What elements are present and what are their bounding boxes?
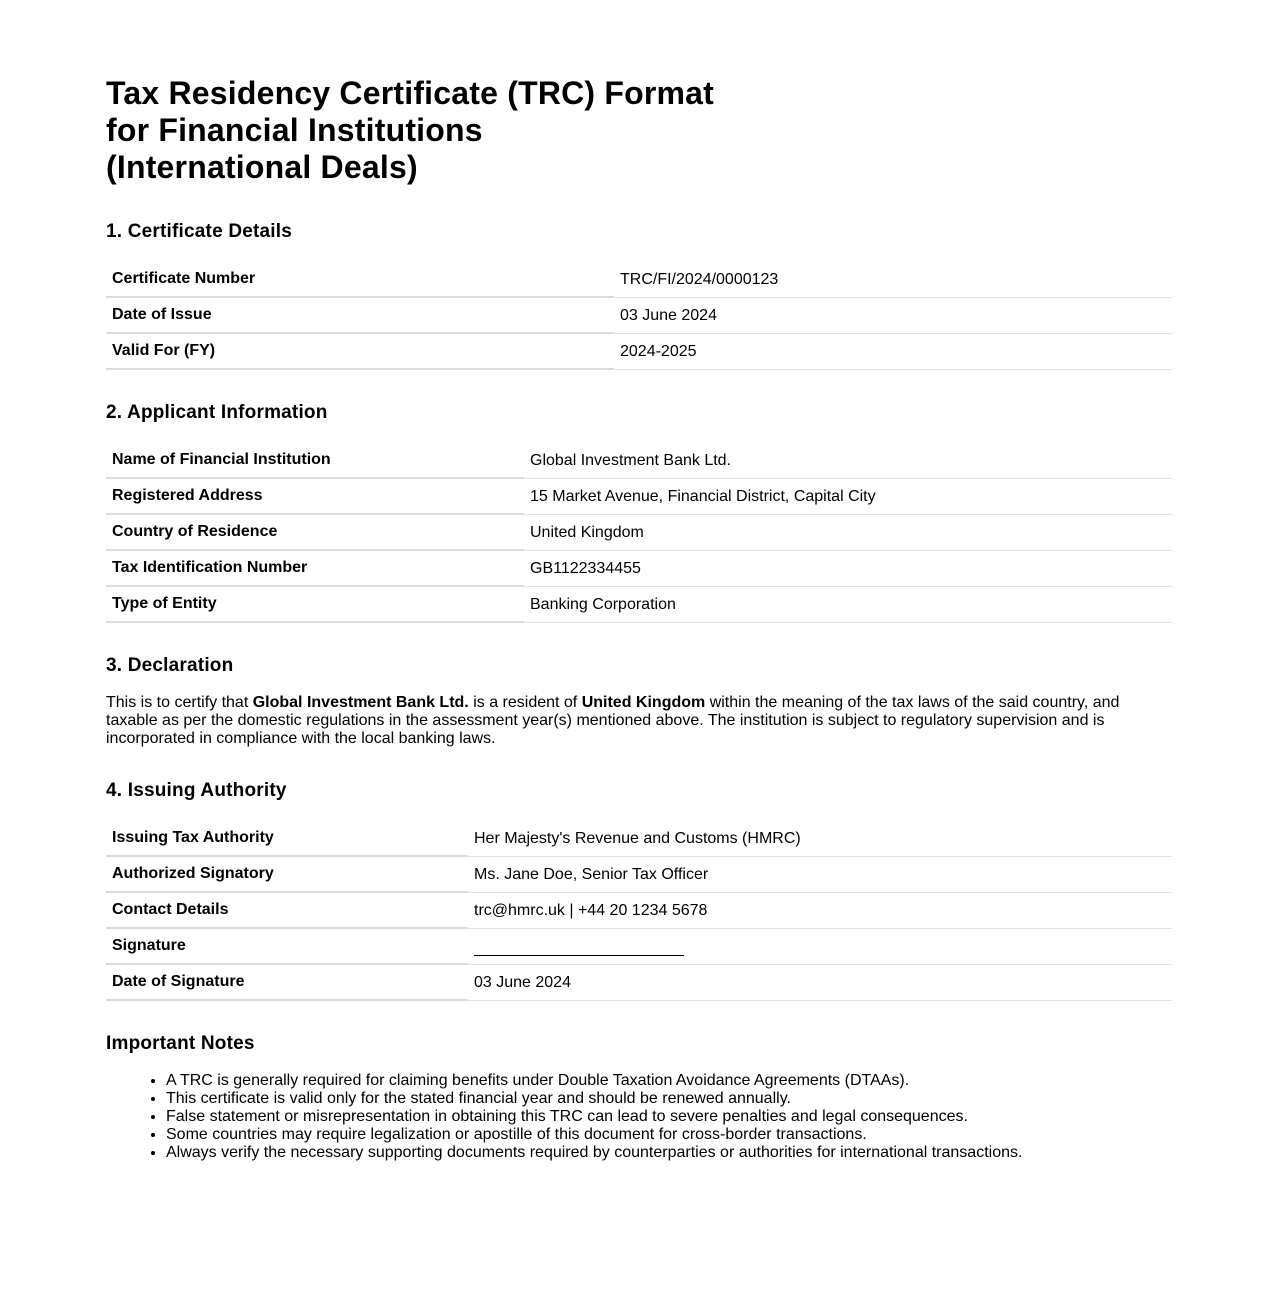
row-value: 15 Market Avenue, Financial District, Capital City [524, 479, 1172, 515]
table-row [106, 857, 1172, 893]
row-label: Issuing Tax Authority [106, 821, 468, 857]
row-value: TRC/FI/2024/0000123 [614, 262, 1172, 298]
row-label: Name of Financial Institution [106, 443, 524, 479]
signature-cell [468, 929, 1172, 965]
row-value: Ms. Jane Doe, Senior Tax Officer [468, 857, 1172, 893]
table-row [106, 443, 1172, 479]
table-row [106, 587, 1172, 623]
applicant-information-table [106, 443, 1172, 623]
list-item: • False statement or misrepresentation in obtaining this TRC can lead to severe penalties and legal consequences. [166, 1108, 1172, 1126]
certificate-details-heading: 1. Certificate Details [106, 221, 293, 242]
table-row [106, 929, 1172, 965]
title-line-2: for Financial Institutions [106, 112, 483, 148]
row-value: 03 June 2024 [614, 298, 1172, 334]
row-label: Contact Details [106, 893, 468, 929]
row-value: GB1122334455 [524, 551, 1172, 587]
row-label: Type of Entity [106, 587, 524, 623]
important-notes-list [106, 1072, 1172, 1162]
document-title [106, 75, 1172, 186]
title-line-3: (International Deals) [106, 149, 418, 185]
row-label: Date of Issue [106, 298, 614, 334]
row-value: Her Majesty's Revenue and Customs (HMRC) [468, 821, 1172, 857]
table-row [106, 334, 1172, 370]
row-value: 2024-2025 [614, 334, 1172, 370]
title-line-1: Tax Residency Certificate (TRC) Format [106, 75, 715, 111]
table-row [106, 893, 1172, 929]
row-label: Tax Identification Number [106, 551, 524, 587]
declaration-text [106, 694, 1172, 748]
row-value: Banking Corporation [524, 587, 1172, 623]
row-label: Registered Address [106, 479, 524, 515]
row-label: Certificate Number [106, 262, 614, 298]
table-row [106, 262, 1172, 298]
important-notes-heading: Important Notes [106, 1033, 255, 1054]
list-item: • Some countries may require legalization or apostille of this document for cross-border transactions. [166, 1126, 1172, 1144]
certificate-details-table [106, 262, 1172, 370]
declaration-part-1: This is to certify that [106, 694, 253, 711]
row-value: trc@hmrc.uk | +44 20 1234 5678 [468, 893, 1172, 929]
table-row [106, 821, 1172, 857]
table-row [106, 298, 1172, 334]
issuing-authority-heading: 4. Issuing Authority [106, 780, 287, 801]
list-item: • This certificate is valid only for the stated financial year and should be renewed annually. [166, 1090, 1172, 1108]
declaration-part-2: is a resident of [468, 694, 582, 711]
signature-line [474, 939, 684, 956]
table-row [106, 515, 1172, 551]
row-label: Authorized Signatory [106, 857, 468, 893]
row-value: Global Investment Bank Ltd. [524, 443, 1172, 479]
table-row [106, 965, 1172, 1001]
list-item: • A TRC is generally required for claiming benefits under Double Taxation Avoidance Agreements (DTAAs). [166, 1072, 1172, 1090]
table-row [106, 551, 1172, 587]
list-item: • Always verify the necessary supporting documents required by counterparties or authorities for international transactions. [166, 1144, 1172, 1162]
declaration-institution: Global Investment Bank Ltd. [252, 694, 469, 711]
row-value: United Kingdom [524, 515, 1172, 551]
row-label: Date of Signature [106, 965, 468, 1001]
row-label: Valid For (FY) [106, 334, 614, 370]
declaration-country: United Kingdom [581, 694, 706, 711]
declaration-heading: 3. Declaration [106, 655, 234, 676]
row-label: Signature [106, 929, 468, 965]
certificate-document [106, 0, 1172, 1162]
table-row [106, 479, 1172, 515]
applicant-information-heading: 2. Applicant Information [106, 402, 328, 423]
row-value: 03 June 2024 [468, 965, 1172, 1001]
declaration-part-3: within the meaning of the tax laws of the said country, and taxable as per the domestic regulations in the assessment year(s) mentioned above. The institution is subject to regulatory supervision and is incorporated in compliance with the local banking laws. [106, 694, 1120, 747]
row-label: Country of Residence [106, 515, 524, 551]
issuing-authority-table [106, 821, 1172, 1001]
